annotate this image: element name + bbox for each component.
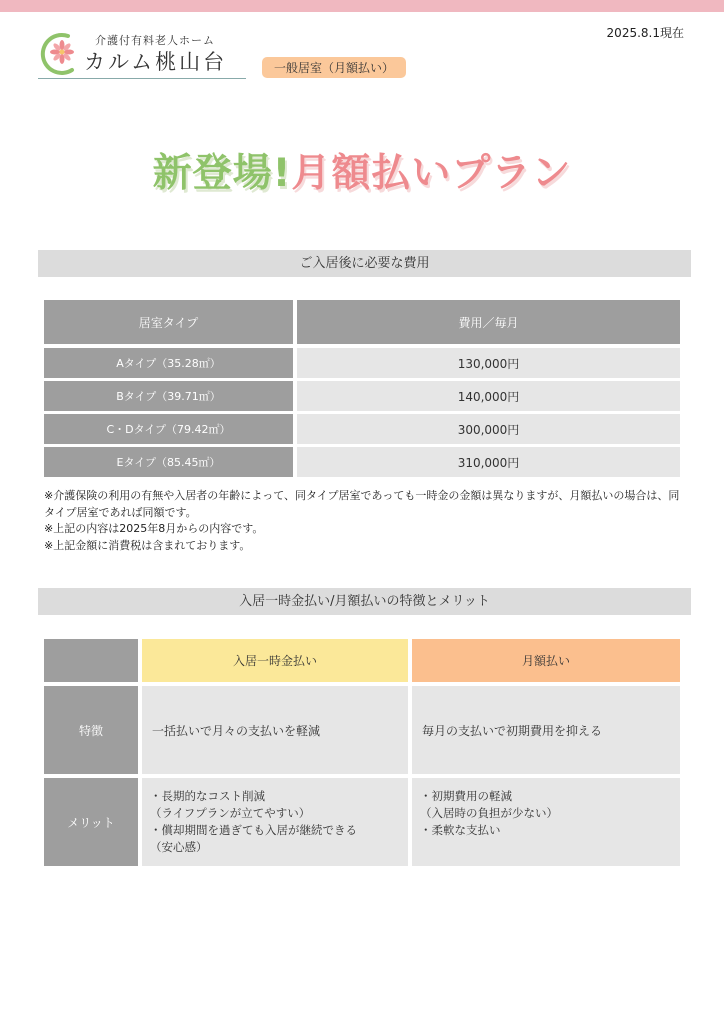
fee-cell: 130,000円	[297, 348, 680, 378]
features-label: 特徴	[44, 686, 138, 774]
facility-name: カルム桃山台	[84, 50, 228, 74]
merit-line: （安心感）	[150, 840, 208, 854]
fee-table-header	[44, 300, 680, 344]
fee-cell: 300,000円	[297, 414, 680, 444]
top-accent-bar	[0, 0, 724, 12]
room-type-cell: Bタイプ（39.71㎡）	[44, 381, 293, 411]
header-monthly: 月額払い	[412, 639, 680, 682]
header-lump-sum: 入居一時金払い	[142, 639, 408, 682]
merit-line: ・柔軟な支払い	[420, 823, 501, 837]
merit-line: （入居時の負担が少ない）	[420, 806, 558, 820]
merits-label: メリット	[44, 778, 138, 866]
header-monthly-fee: 費用／毎月	[297, 300, 680, 344]
merit-line: ・償却期間を過ぎても入居が継続できる	[150, 823, 357, 837]
facility-logo	[38, 30, 248, 80]
comparison-table	[44, 639, 680, 870]
table-row	[44, 778, 680, 866]
note-item: ※上記の内容は2025年8月からの内容です。	[44, 522, 264, 535]
header-room-type: 居室タイプ	[44, 300, 293, 344]
merit-line: （ライフプランが立てやすい）	[150, 806, 311, 820]
note-item: ※上記金額に消費税は含まれております。	[44, 538, 251, 552]
room-type-cell: Eタイプ（85.45㎡）	[44, 447, 293, 477]
table-row	[44, 348, 680, 378]
headline-plan: 月額払いプラン	[291, 151, 572, 196]
table-row	[44, 686, 680, 774]
room-type-cell: Aタイプ（35.28㎡）	[44, 348, 293, 378]
fee-cell: 310,000円	[297, 447, 680, 477]
merits-monthly	[412, 778, 680, 866]
features-monthly: 毎月の支払いで初期費用を抑える	[412, 686, 680, 774]
merit-line: ・長期的なコスト削減	[150, 789, 265, 803]
merit-line: ・初期費用の軽減	[420, 789, 512, 803]
logo-divider	[38, 78, 246, 79]
features-lump-sum: 一括払いで月々の支払いを軽減	[142, 686, 408, 774]
header-blank-cell	[44, 639, 138, 682]
page-title	[0, 142, 724, 198]
fees-section-title: ご入居後に必要な費用	[38, 250, 691, 277]
flower-logo-icon	[38, 30, 82, 76]
fee-notes	[44, 488, 684, 554]
fee-cell: 140,000円	[297, 381, 680, 411]
comparison-header	[44, 639, 680, 682]
room-type-badge: 一般居室（月額払い）	[262, 57, 406, 78]
date-label: 2025.8.1現在	[606, 26, 684, 40]
table-row	[44, 414, 680, 444]
headline-new: 新登場!	[152, 151, 292, 196]
room-type-cell: C・Dタイプ（79.42㎡）	[44, 414, 293, 444]
note-item: ※介護保険の利用の有無や入居者の年齢によって、同タイプ居室であっても一時金の金額は異なりますが、月額払いの場合は、同タイプ居室であれば同額です。	[44, 489, 680, 519]
merits-lump-sum	[142, 778, 408, 866]
compare-section-title: 入居一時金払い/月額払いの特徴とメリット	[38, 588, 691, 615]
table-row	[44, 381, 680, 411]
table-row	[44, 447, 680, 477]
facility-type: 介護付有料老人ホーム	[95, 34, 215, 47]
fee-table	[44, 300, 680, 480]
